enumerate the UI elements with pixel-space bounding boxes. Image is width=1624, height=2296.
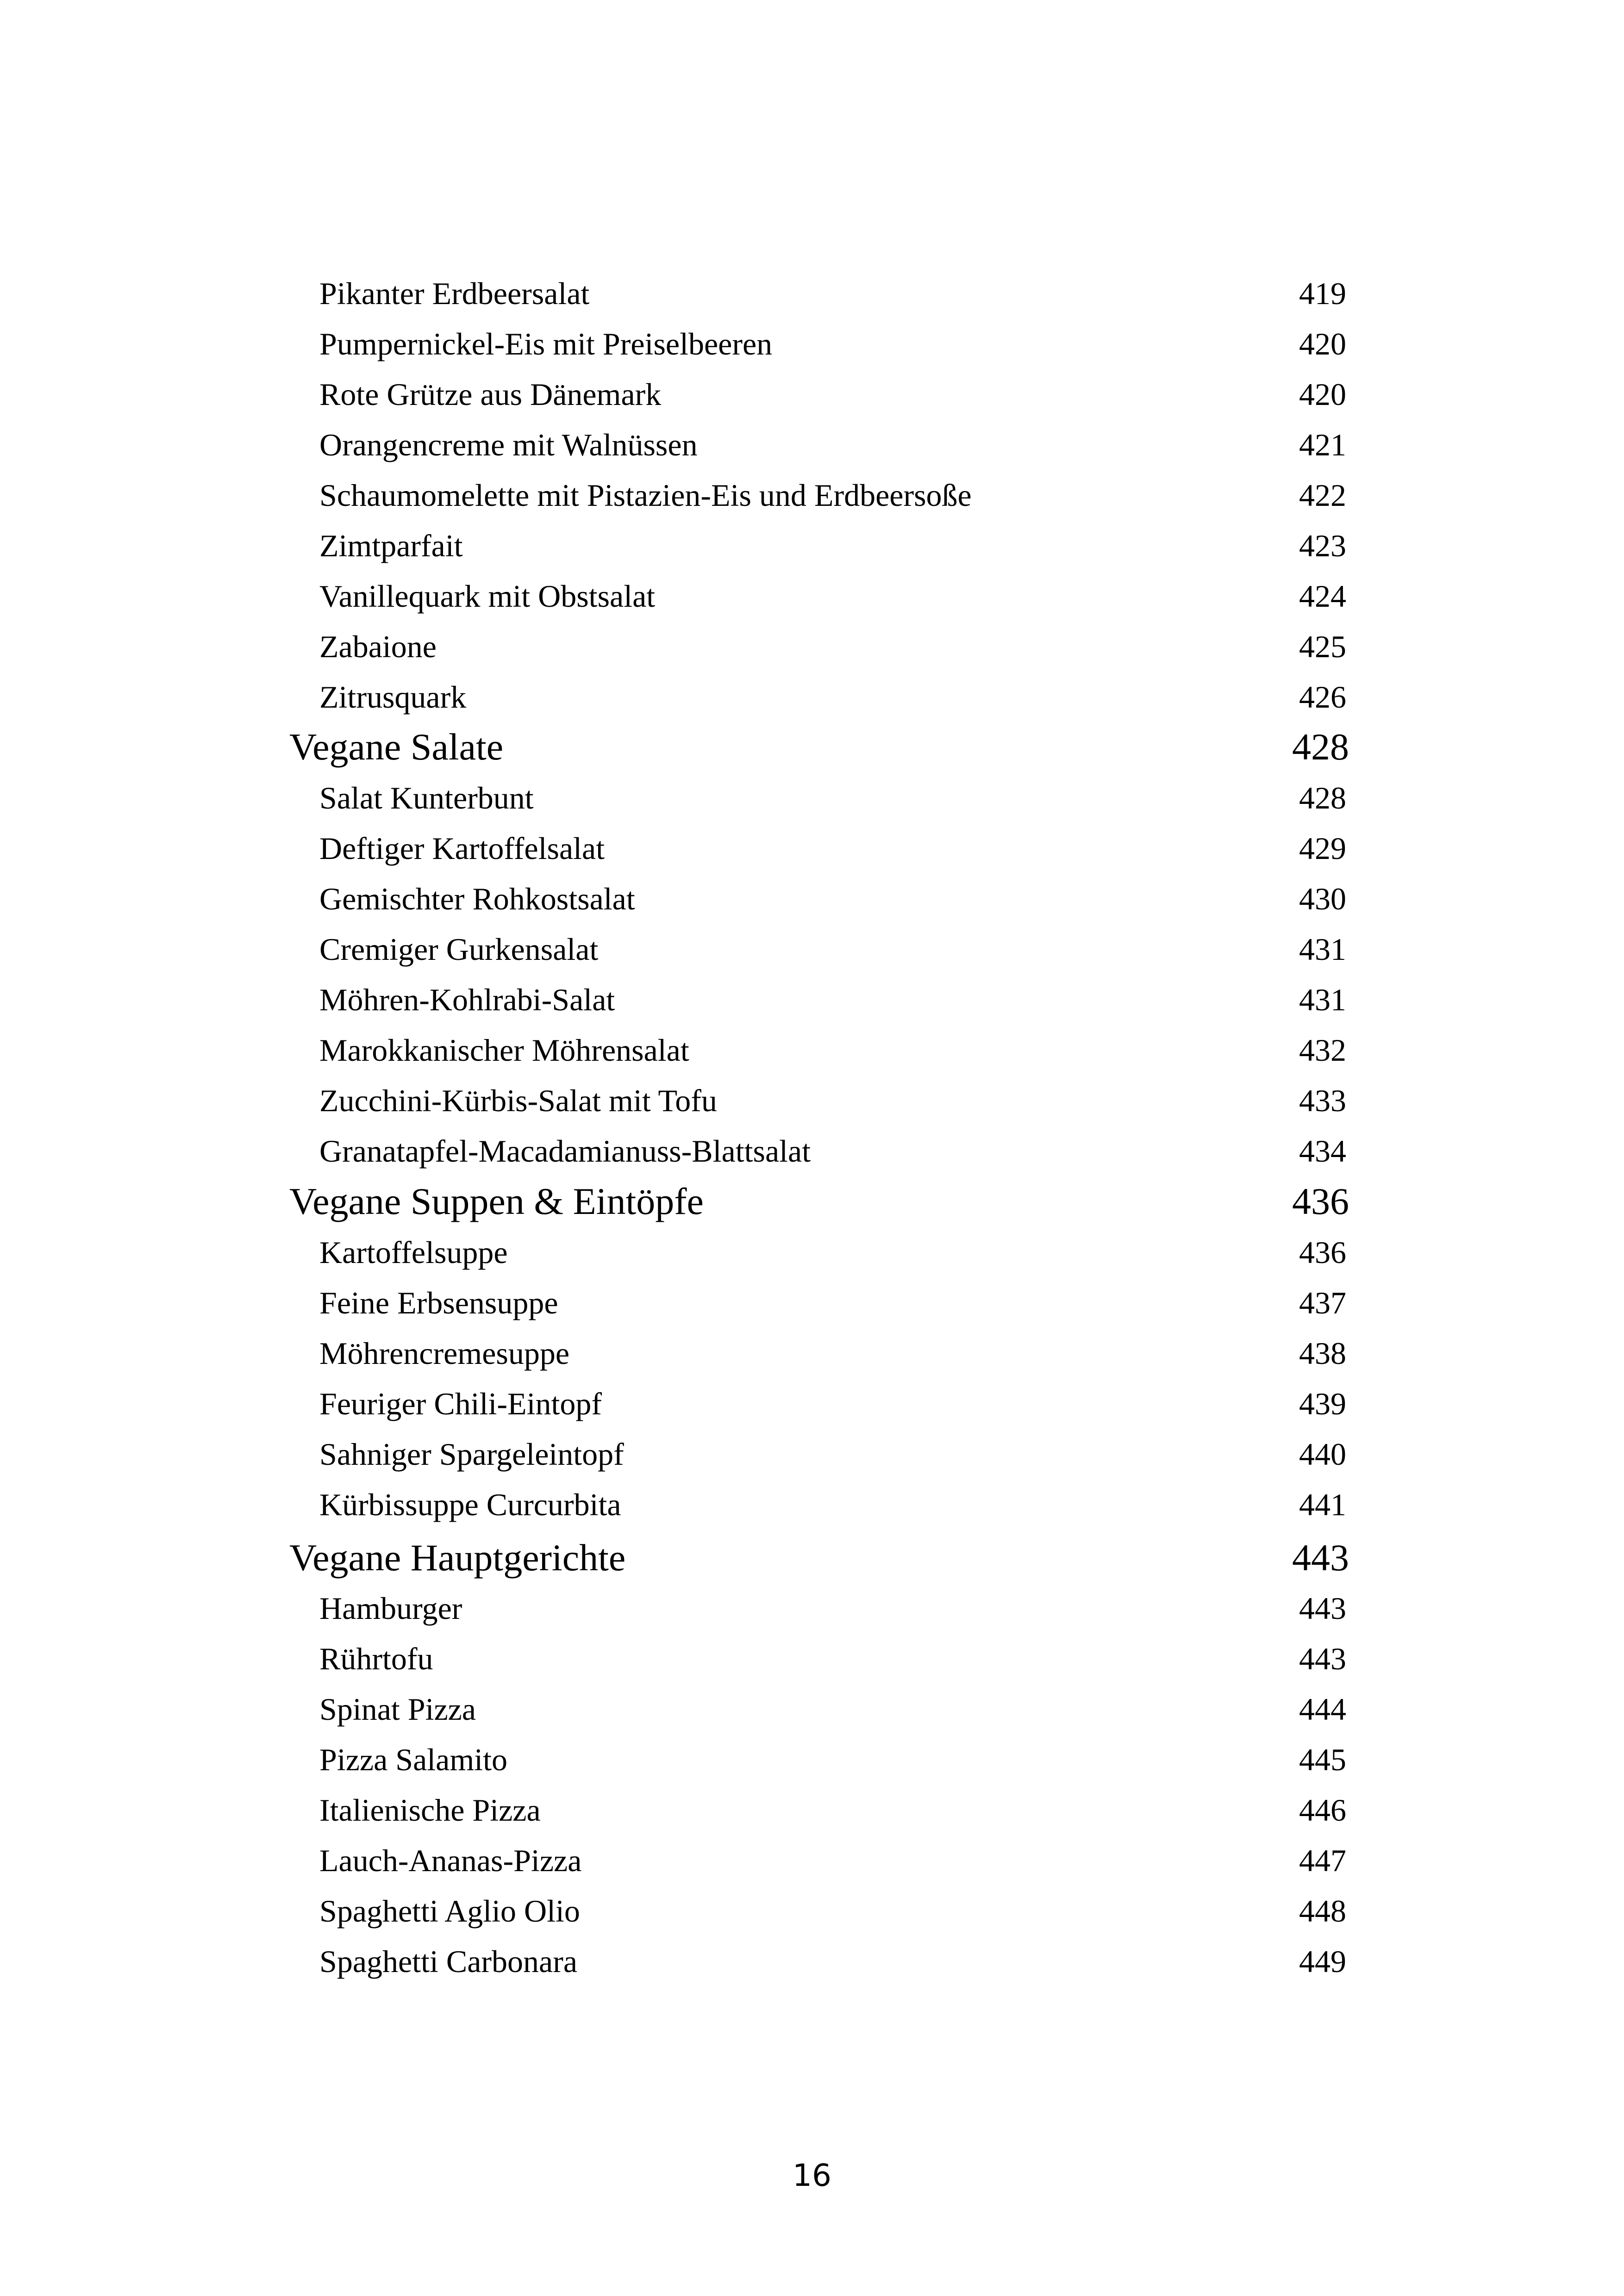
toc-entry-title: Italienische Pizza: [319, 1792, 541, 1828]
toc-entry-page-number: 431: [1299, 932, 1346, 967]
toc-entry[interactable]: [0, 1438, 1624, 1475]
toc-entry-page-number: 432: [1299, 1033, 1346, 1068]
toc-entry[interactable]: [0, 1287, 1624, 1324]
toc-entry-page-number: 431: [1299, 982, 1346, 1017]
toc-section-heading[interactable]: [0, 1182, 1624, 1227]
toc-entry[interactable]: [0, 631, 1624, 668]
toc-entry-title: Spaghetti Aglio Olio: [319, 1893, 580, 1929]
toc-entry-title: Zitrusquark: [319, 679, 467, 715]
toc-entry[interactable]: [0, 580, 1624, 617]
toc-entry-page-number: 433: [1299, 1083, 1346, 1118]
toc-entry-title: Rührtofu: [319, 1641, 433, 1676]
toc-entry[interactable]: [0, 1946, 1624, 1983]
toc-entry[interactable]: [0, 1593, 1624, 1630]
toc-entry-title: Rote Grütze aus Dänemark: [319, 377, 662, 412]
toc-entry-page-number: 439: [1299, 1386, 1346, 1421]
toc-entry[interactable]: [0, 833, 1624, 870]
toc-entry-page-number: 428: [1299, 780, 1346, 815]
toc-entry-page-number: 430: [1299, 881, 1346, 916]
toc-entry-title: Feine Erbsensuppe: [319, 1285, 558, 1320]
toc-entry[interactable]: [0, 1895, 1624, 1932]
toc-entry[interactable]: [0, 933, 1624, 971]
toc-entry-title: Marokkanischer Möhrensalat: [319, 1033, 689, 1068]
toc-entry[interactable]: [0, 1845, 1624, 1882]
toc-entry-title: Gemischter Rohkostsalat: [319, 881, 635, 916]
toc-entry-title: Zucchini-Kürbis-Salat mit Tofu: [319, 1083, 717, 1118]
toc-entry[interactable]: [0, 328, 1624, 365]
toc-entry-page-number: 446: [1299, 1792, 1346, 1828]
toc-entry-title: Pumpernickel-Eis mit Preiselbeeren: [319, 326, 773, 361]
toc-entry-title: Möhrencremesuppe: [319, 1336, 570, 1371]
toc-entry-title: Granatapfel-Macadamianuss-Blattsalat: [319, 1133, 811, 1169]
toc-section-page-number: 436: [1292, 1180, 1349, 1222]
toc-entry-title: Lauch-Ananas-Pizza: [319, 1843, 582, 1878]
toc-entry-page-number: 434: [1299, 1133, 1346, 1169]
toc-entry-title: Möhren-Kohlrabi-Salat: [319, 982, 615, 1017]
toc-entry-page-number: 424: [1299, 579, 1346, 614]
toc-entry-title: Kartoffelsuppe: [319, 1235, 508, 1270]
toc-entry[interactable]: [0, 1643, 1624, 1680]
toc-entry[interactable]: [0, 1338, 1624, 1375]
toc-section-title: Vegane Salate: [289, 726, 504, 768]
toc-entry-title: Feuriger Chili-Eintopf: [319, 1386, 602, 1421]
toc-entry[interactable]: [0, 1693, 1624, 1730]
toc-entry[interactable]: [0, 1034, 1624, 1071]
toc-entry-page-number: 421: [1299, 427, 1346, 462]
toc-entry-page-number: 440: [1299, 1437, 1346, 1472]
toc-entry[interactable]: [0, 1794, 1624, 1831]
toc-entry[interactable]: [0, 1489, 1624, 1526]
toc-entry-title: Cremiger Gurkensalat: [319, 932, 599, 967]
toc-entry[interactable]: [0, 1135, 1624, 1172]
toc-entry-page-number: 419: [1299, 276, 1346, 311]
toc-entry-title: Salat Kunterbunt: [319, 780, 534, 815]
toc-entry-page-number: 443: [1299, 1591, 1346, 1626]
page-number: 16: [793, 2158, 831, 2193]
toc-section-heading[interactable]: [0, 1539, 1624, 1583]
toc-entry-page-number: 449: [1299, 1944, 1346, 1979]
toc-entry-title: Spaghetti Carbonara: [319, 1944, 578, 1979]
toc-entry-page-number: 447: [1299, 1843, 1346, 1878]
toc-entry[interactable]: [0, 1085, 1624, 1122]
toc-entry[interactable]: [0, 379, 1624, 416]
toc-section-title: Vegane Suppen & Eintöpfe: [289, 1180, 704, 1222]
toc-entry[interactable]: [0, 530, 1624, 567]
toc-entry-title: Deftiger Kartoffelsalat: [319, 831, 605, 866]
toc-entry[interactable]: [0, 1237, 1624, 1274]
toc-entry-title: Kürbissuppe Curcurbita: [319, 1487, 621, 1522]
toc-entry-title: Sahniger Spargeleintopf: [319, 1437, 624, 1472]
toc-entry-page-number: 429: [1299, 831, 1346, 866]
toc-entry-title: Pizza Salamito: [319, 1742, 508, 1777]
toc-entry[interactable]: [0, 984, 1624, 1021]
toc-entry-page-number: 422: [1299, 478, 1346, 513]
toc-entry[interactable]: [0, 429, 1624, 466]
toc-entry-page-number: 420: [1299, 326, 1346, 361]
toc-entry-page-number: 425: [1299, 629, 1346, 664]
toc-section-page-number: 428: [1292, 726, 1349, 768]
toc-entry-title: Orangencreme mit Walnüssen: [319, 427, 698, 462]
toc-entry-title: Zabaione: [319, 629, 437, 664]
toc-entry-title: Pikanter Erdbeersalat: [319, 276, 590, 311]
toc-entry-page-number: 444: [1299, 1692, 1346, 1727]
toc-section-heading[interactable]: [0, 728, 1624, 772]
toc-entry-page-number: 423: [1299, 528, 1346, 563]
toc-entry-page-number: 426: [1299, 679, 1346, 715]
toc-entry[interactable]: [0, 1744, 1624, 1781]
toc-entry-page-number: 443: [1299, 1641, 1346, 1676]
toc-entry-page-number: 436: [1299, 1235, 1346, 1270]
toc-entry[interactable]: [0, 681, 1624, 718]
toc-entry[interactable]: [0, 782, 1624, 819]
toc-entry-page-number: 437: [1299, 1285, 1346, 1320]
toc-section-title: Vegane Hauptgerichte: [289, 1537, 626, 1579]
toc-entry-title: Zimtparfait: [319, 528, 463, 563]
toc-section-page-number: 443: [1292, 1537, 1349, 1579]
toc-entry[interactable]: [0, 278, 1624, 315]
toc-entry-title: Vanillequark mit Obstsalat: [319, 579, 656, 614]
toc-entry-title: Schaumomelette mit Pistazien-Eis und Erdbeersoße: [319, 478, 972, 513]
toc-entry-page-number: 438: [1299, 1336, 1346, 1371]
toc-entry-page-number: 445: [1299, 1742, 1346, 1777]
toc-entry-title: Hamburger: [319, 1591, 462, 1626]
toc-entry-page-number: 441: [1299, 1487, 1346, 1522]
toc-entry[interactable]: [0, 479, 1624, 516]
toc-entry-page-number: 448: [1299, 1893, 1346, 1929]
toc-entry[interactable]: [0, 883, 1624, 920]
toc-entry[interactable]: [0, 1388, 1624, 1425]
toc-entry-title: Spinat Pizza: [319, 1692, 476, 1727]
toc-entry-page-number: 420: [1299, 377, 1346, 412]
